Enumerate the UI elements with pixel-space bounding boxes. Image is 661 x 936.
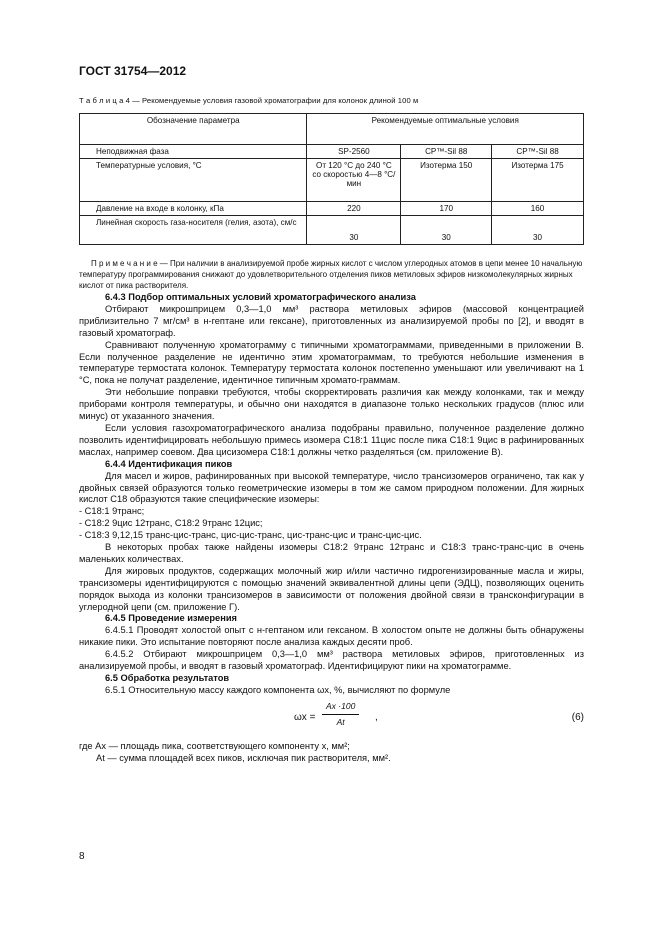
cell: CP™-Sil 88 [401,145,492,159]
cell: От 120 °С до 240 °С со скоростью 4—8 °С/мин [307,159,401,202]
table-caption: Т а б л и ц а 4 — Рекомендуемые условия газовой хроматографии для колонок длиной 100 м [79,96,419,105]
gc-conditions-table [79,113,584,245]
paragraph: Сравнивают полученную хроматограмму с типичными хроматограммами, приведенными в приложении В. Если полученное разделение не идентично этим хроматограммам, то требуются небольшие изменения в температуре термостата колонок. Температуру термостата колонок постепенно уменьшают или увеличивают на 1 °С, пока не получат разделение, идентичное типичным хромато-граммам. [79,339,584,386]
formula-6 [79,701,584,739]
row-label: Температурные условия, °С [80,159,307,202]
formula-denominator: At [336,716,345,727]
header-conditions: Рекомендуемые оптимальные условия [307,114,584,145]
header-param: Обозначение параметра [80,114,307,145]
cell: 220 [307,202,401,216]
formula-number: (6) [571,711,584,723]
list-item: - С18:1 9транс; [79,506,145,517]
cell: 170 [401,202,492,216]
row-label: Неподвижная фаза [80,145,307,159]
cell: CP™-Sil 88 [492,145,584,159]
formula-fraction [322,701,359,729]
table-row [80,145,584,159]
row-label: Давление на входе в колонку, кПа [80,202,307,216]
table-row [80,159,584,202]
list-item: - С18:3 9,12,15 транс-цис-транс, цис-цис-транс, цис-транс-цис и транс-цис-цис. [79,530,422,541]
paragraph: 6.5.1 Относительную массу каждого компонента ωx, %, вычисляют по формуле [105,684,451,695]
page-number: 8 [79,851,85,862]
cell: 160 [492,202,584,216]
cell: Изотерма 150 [401,159,492,202]
where-line: At — сумма площадей всех пиков, исключая пик растворителя, мм². [96,752,391,763]
table-row [80,216,584,245]
paragraph: Отбирают микрошприцем 0,3—1,0 мм³ раствора метиловых эфиров (массовой концентрацией приблизительно 7 мг/см³ в н-гептане или гексане), приготовленных из анализируемой пробы по [2], и вводят в газовый хроматограф. [79,303,584,338]
where-line: где Ax — площадь пика, соответствующего компоненту x, мм²; [79,740,350,751]
paragraph: Для масел и жиров, рафинированных при высокой температуре, число трансизомеров ограничено, так как у двойных связей образуются только геометрические изомеры в том же самом природном положении. Для жирных кислот С18 образуются такие специфические изомеры: [79,470,584,505]
table-header-row [80,114,584,145]
row-label: Линейная скорость газа-носителя (гелия, азота), см/с [80,216,307,245]
section-heading: 6.4.3 Подбор оптимальных условий хроматографического анализа [105,292,416,302]
cell: 30 [307,216,401,245]
section-heading: 6.4.5 Проведение измерения [105,613,237,624]
formula-lhs: ωx = [294,711,316,723]
paragraph: 6.4.5.1 Проводят холостой опыт с н-гептаном или гексаном. В холостом опыте не должны быть обнаружены никакие пики. Это испытание повторяют после анализа каждых десяти проб. [79,625,584,648]
table-row [80,202,584,216]
section-heading: 6.4.4 Идентификация пиков [105,458,233,469]
cell: 30 [492,216,584,245]
formula-numerator: Ax ·100 [322,701,359,715]
formula-comma: , [375,711,378,723]
table-note: П р и м е ч а н и е — При наличии в анализируемой пробе жирных кислот с числом углеродных атомов в цепи менее 10 начальную температуру программирования снижают до удовлетворительного отделения пиков метиловых эфиров низкомолекулярных жирных кислот от пика растворителя. [79,259,583,290]
paragraph: Для жировых продуктов, содержащих молочный жир и/или частично гидрогенизированные масла и жиры, трансизомеры идентифицируются с помощью значений эквивалентной длины цепи (ЭДЦ), позволяющих оценить порядок выхода из колонки трансизомеров в зависимости от положения двойной связи в трансконфигурации в углеродной цепи (см. приложение Г). [79,565,584,612]
paragraph: В некоторых пробах также найдены изомеры С18:2 9транс 12транс и С18:3 транс-транс-цис в очень маленьких количествах. [79,542,584,564]
list-item: - С18:2 9цис 12транс, С18:2 9транс 12цис; [79,518,263,529]
cell: Изотерма 175 [492,159,584,202]
paragraph: 6.4.5.2 Отбирают микрошприцем 0,3—1,0 мм³ раствора метиловых эфиров, приготовленных из анализируемой пробы, и вводят в газовый хроматограф. Идентифицируют пики на хроматограмме. [79,649,584,672]
page-header: ГОСТ 31754—2012 [79,64,187,78]
body-text [79,292,584,765]
section-heading: 6.5 Обработка результатов [105,673,230,683]
paragraph: Если условия газохроматографического анализа подобраны правильно, полученное разделение должно позволить идентифицировать небольшую примесь изомера С18:1 11цис после пика С18:1 9цис в рафинированных маслах, например соевом. Два цисизомера С18:1 должны четко разделяться (см. приложение В). [79,422,584,457]
cell: 30 [401,216,492,245]
paragraph: Эти небольшие поправки требуются, чтобы скорректировать различия как между колонками, так и между приборами контроля температуры, и обычно они находятся в диапазоне только нескольких градусов (плюс или минус) от указанного значения. [79,387,584,422]
cell: SP-2560 [307,145,401,159]
